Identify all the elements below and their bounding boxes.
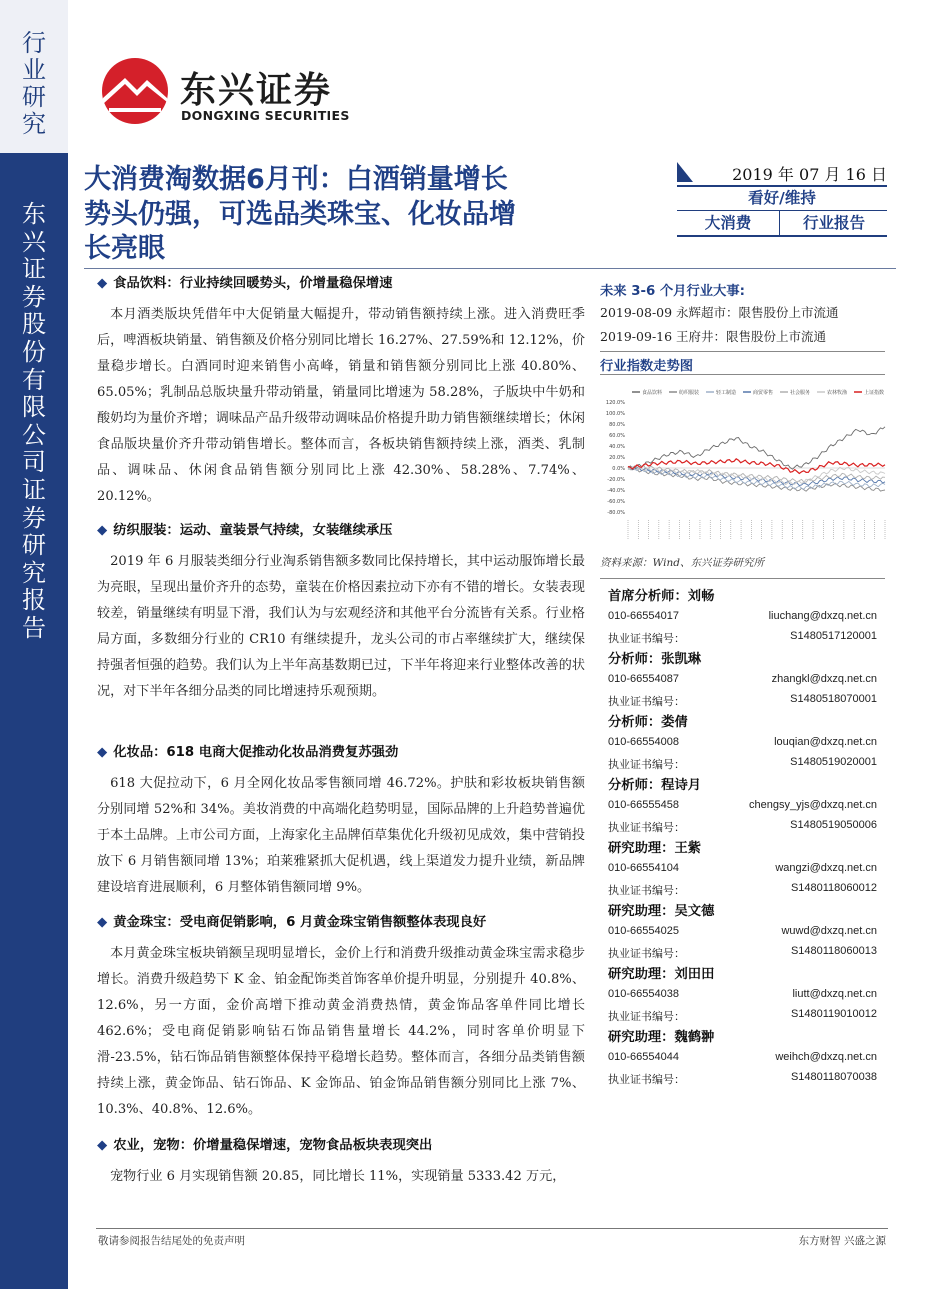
- sidebar-char: 券: [22, 503, 46, 532]
- sidebar-char: 告: [22, 613, 46, 642]
- sidebar-char: 东: [22, 200, 46, 228]
- footer-slogan: 东方财智 兴盛之源: [798, 1235, 886, 1247]
- legend-label: 轻工制造: [716, 390, 737, 396]
- y-tick-label: -20.0%: [607, 477, 625, 483]
- analyst-cert-label: 执业证书编号：: [608, 1074, 685, 1086]
- y-tick-label: 100.0%: [605, 411, 625, 417]
- analyst-phone: 010-66555458: [608, 799, 679, 811]
- rating-label: 看好/维持: [677, 185, 887, 210]
- bullet-icon: ◆: [97, 276, 108, 291]
- y-tick-label: 0.0%: [612, 466, 625, 472]
- analyst-cert-row: [608, 630, 877, 646]
- analyst-contact-row: [608, 862, 877, 874]
- analyst-cert-row: [608, 756, 877, 772]
- analyst-title: 分析师：程诗月: [608, 778, 702, 793]
- section-heading: [97, 1136, 585, 1156]
- analyst-email[interactable]: liuchang@dxzq.net.cn: [768, 610, 877, 622]
- panel-divider: [600, 374, 885, 375]
- sidebar-char: 证: [22, 255, 46, 284]
- sidebar-char: 有: [22, 365, 46, 394]
- analyst-contact-row: [608, 610, 877, 622]
- index-chart-header: [600, 355, 885, 374]
- y-tick-label: 20.0%: [609, 455, 625, 461]
- heading-text: 黄金珠宝：受电商促销影响，6 月黄金珠宝销售额整体表现良好: [113, 915, 487, 930]
- section-heading: [97, 274, 585, 294]
- analyst-cert-label: 执业证书编号：: [608, 696, 685, 708]
- analyst-cert-number: S1480519050006: [790, 819, 877, 831]
- analyst-cert-number: S1480517120001: [790, 630, 877, 642]
- analyst-cert-row: [608, 819, 877, 835]
- analyst-title: 分析师：张凯琳: [608, 652, 702, 667]
- sidebar-char: 限: [22, 393, 46, 422]
- analyst-cert-label: 执业证书编号：: [608, 633, 685, 645]
- event-item: 2019-08-09 永辉超市：限售股份上市流通: [600, 305, 839, 320]
- section-textile-apparel: [97, 521, 585, 705]
- y-tick-label: -60.0%: [607, 499, 625, 505]
- chart-heading: 行业指数走势图: [600, 359, 694, 374]
- analyst-cert-label: 执业证书编号：: [608, 822, 685, 834]
- y-tick-label: 60.0%: [609, 433, 625, 439]
- sidebar-char: 公: [22, 420, 46, 449]
- corner-triangle-icon: [677, 162, 693, 182]
- legend-label: 社会服务: [790, 390, 811, 396]
- title-line: 大消费淘数据6月刊：白酒销量增长: [84, 164, 508, 195]
- analyst-card: [600, 1026, 885, 1112]
- panel-divider: [600, 351, 885, 352]
- analyst-contact-row: [608, 673, 877, 685]
- sidebar-char: 报: [22, 586, 46, 615]
- sidebar-company-label: [17, 201, 51, 643]
- sidebar-char: 业: [22, 56, 46, 84]
- analyst-cert-row: [608, 693, 877, 709]
- y-tick-label: 40.0%: [609, 444, 625, 450]
- section-heading: [97, 743, 585, 763]
- sidebar-char: 券: [22, 282, 46, 311]
- analyst-email[interactable]: liutt@dxzq.net.cn: [792, 988, 877, 1000]
- analyst-cert-label: 执业证书编号：: [608, 1011, 685, 1023]
- bullet-icon: ◆: [97, 915, 108, 930]
- analyst-contact-row: [608, 988, 877, 1000]
- analyst-cert-number: S1480518070001: [790, 693, 877, 705]
- section-body: 618 大促拉动下，6 月全网化妆品零售额同增 46.72%。护肤和彩妆板块销售额分别同增 52%和 34%。美妆消费的中高端化趋势明显，国际品牌的上升趋势普遍优于本土品牌。上市公司方面，上海家化主品牌佰草集优化升级初见成效，集中营销投放下 6 月销售额同增 13%；珀莱雅紧抓大促机遇，线上渠道发力提升业绩，新品牌建设培育进展顺利，6 月整体销售额同增 9%。: [97, 776, 585, 895]
- analyst-cert-label: 执业证书编号：: [608, 885, 685, 897]
- header-divider: [84, 268, 896, 269]
- analyst-cert-number: S1480118060012: [790, 882, 877, 894]
- index-trend-chart: [600, 380, 890, 550]
- legend-label: 纺织服装: [679, 390, 700, 396]
- sidebar-char: 股: [22, 310, 46, 339]
- analyst-contact-row: [608, 736, 877, 748]
- event-item: 2019-09-16 王府井：限售股份上市流通: [600, 329, 827, 344]
- section-agriculture-pets: [97, 1136, 585, 1190]
- sidebar-char: 究: [22, 558, 46, 587]
- category-row: [677, 210, 887, 237]
- sidebar-char: 行: [22, 29, 46, 57]
- legend-label: 食品饮料: [642, 390, 663, 396]
- analyst-cert-number: S1480118070038: [790, 1071, 877, 1083]
- section-cosmetics: [97, 743, 585, 901]
- analyst-cert-label: 执业证书编号：: [608, 948, 685, 960]
- sidebar-company-panel: [0, 153, 68, 1289]
- analyst-email[interactable]: chengsy_yjs@dxzq.net.cn: [749, 799, 877, 811]
- report-meta-box: [677, 162, 887, 236]
- analyst-phone: 010-66554087: [608, 673, 679, 685]
- analyst-title: 首席分析师：刘畅: [608, 589, 715, 604]
- category-consumer: 大消费: [677, 211, 780, 235]
- analyst-cert-row: [608, 882, 877, 898]
- analyst-phone: 010-66554104: [608, 862, 679, 874]
- analyst-cert-label: 执业证书编号：: [608, 759, 685, 771]
- section-body: 本月酒类版块凭借年中大促销量大幅提升，带动销售额持续上涨。进入消费旺季后，啤酒板块销量、销售额及价格分别同比增长 16.27%、27.59%和 12.12%，价量稳步增长。白酒同时迎来销售小高峰，销量和销售额分别同比上涨 40.80%、65.05%；乳制品总版块量升带动销量，销量同比增速为 58.28%，子版块中牛奶和酸奶均为量价齐增；调味品产品升级带动调味品价格提升助力销售额继续增长；休闲食品版块量价齐升带动销售增长。整体而言，各板块销售额持续上涨，酒类、乳制品、调味品、休闲食品销售额分别同比上涨 42.30%、58.28%、7.74%、20.12%。: [97, 307, 585, 504]
- sidebar-char: 研: [22, 531, 46, 560]
- analyst-email[interactable]: weihch@dxzq.net.cn: [775, 1051, 877, 1063]
- sidebar-char: 究: [22, 110, 46, 138]
- sidebar-char: 份: [22, 337, 46, 366]
- analyst-phone: 010-66554008: [608, 736, 679, 748]
- heading-text: 农业，宠物：价增量稳保增速，宠物食品板块表现突出: [113, 1138, 433, 1153]
- analyst-email[interactable]: louqian@dxzq.net.cn: [774, 736, 877, 748]
- analyst-phone: 010-66554025: [608, 925, 679, 937]
- heading-text: 纺织服装：运动、童装景气持续，女装继续承压: [113, 523, 393, 538]
- analyst-email[interactable]: wuwd@dxzq.net.cn: [781, 925, 877, 937]
- section-food-beverage: [97, 274, 585, 510]
- analyst-cert-row: [608, 945, 877, 961]
- analyst-title: 研究助理：王紫: [608, 841, 702, 856]
- section-body: 本月黄金珠宝板块销额呈现明显增长，金价上行和消费升级推动黄金珠宝需求稳步增长。消费升级趋势下 K 金、铂金配饰类首饰客单价提升明显，分别提升 40.8%、12.6%，另一方面，金价高增下推动黄金消费热情，黄金饰品客单件同比增长 462.6%；受电商促销影响钻石饰品销售量增长 44.2%，同时客单价明显下滑-23.5%，钻石饰品销售额整体保持平稳增长趋势。整体而言，各细分品类销售额持续上涨，黄金饰品、钻石饰品、K 金饰品、铂金饰品销售额分别同比上涨 7%、10.3%、40.8%、12.6%。: [97, 946, 585, 1117]
- sidebar-char: 研: [22, 83, 46, 111]
- y-tick-label: -80.0%: [607, 510, 625, 516]
- sidebar-category-label: [17, 30, 51, 138]
- analyst-contact-row: [608, 925, 877, 937]
- logo-name-en: DONGXING SECURITIES: [181, 108, 350, 123]
- analyst-title: 研究助理：魏鹤翀: [608, 1030, 715, 1045]
- analyst-contact-row: [608, 799, 877, 811]
- events-heading: 未来 3-6 个月行业大事:: [600, 284, 745, 299]
- bullet-icon: ◆: [97, 745, 108, 760]
- report-title: [84, 163, 594, 267]
- section-gold-jewelry: [97, 913, 585, 1123]
- bullet-icon: ◆: [97, 1138, 108, 1153]
- y-tick-label: 120.0%: [605, 400, 625, 406]
- analyst-contact-row: [608, 1051, 877, 1063]
- analyst-title: 研究助理：吴文德: [608, 904, 715, 919]
- legend-label: 商贸零售: [753, 390, 774, 396]
- section-heading: [97, 521, 585, 541]
- title-line: 势头仍强，可选品类珠宝、化妆品增: [84, 198, 516, 230]
- title-line: 长亮眼: [84, 233, 165, 264]
- section-heading: [97, 913, 585, 933]
- y-tick-label: -40.0%: [607, 488, 625, 494]
- analyst-cert-number: S1480519020001: [790, 756, 877, 768]
- analyst-email[interactable]: zhangkl@dxzq.net.cn: [771, 673, 877, 685]
- analyst-cert-number: S1480119010012: [790, 1008, 877, 1020]
- upcoming-events: [600, 280, 885, 349]
- footer-divider: [96, 1228, 888, 1229]
- analyst-title: 分析师：娄倩: [608, 715, 688, 730]
- analyst-cert-row: [608, 1008, 877, 1024]
- sidebar-char: 司: [22, 448, 46, 477]
- legend-label: 上证指数: [864, 390, 885, 396]
- footer-disclaimer: 敬请参阅报告结尾处的免责声明: [98, 1235, 245, 1247]
- sidebar-category-panel: [0, 0, 68, 153]
- heading-text: 化妆品：618 电商大促推动化妆品消费复苏强劲: [113, 745, 399, 760]
- section-body: 2019 年 6 月服装类细分行业淘系销售额多数同比保持增长，其中运动服饰增长最为亮眼，呈现出量价齐升的态势，童装在价格因素拉动下亦有不错的增长。女装表现较差，销量继续有明显下滑，我们认为与宏观经济和其他平台分流皆有关系。行业格局方面，多数细分行业的 CR10 有继续提升，龙头公司的市占率继续扩大，继续保持强者恒强的趋势。我们认为上半年高基数期已过，下半年将迎来行业整体改善的状况，对下半年各细分品类的同比增速持乐观预期。: [97, 554, 585, 699]
- analyst-phone: 010-66554044: [608, 1051, 679, 1063]
- panel-divider: [600, 578, 885, 579]
- logo-name-cn: 东兴证券: [180, 70, 333, 111]
- y-tick-label: 80.0%: [609, 422, 625, 428]
- analyst-email[interactable]: wangzi@dxzq.net.cn: [775, 862, 877, 874]
- analyst-title: 研究助理：刘田田: [608, 967, 715, 982]
- sidebar-char: 证: [22, 475, 46, 504]
- chart-source: 资料来源：Wind、东兴证券研究所: [600, 557, 764, 569]
- analyst-cert-number: S1480118060013: [790, 945, 877, 957]
- analyst-phone: 010-66554017: [608, 610, 679, 622]
- analyst-cert-row: [608, 1071, 877, 1087]
- bullet-icon: ◆: [97, 523, 108, 538]
- analyst-phone: 010-66554038: [608, 988, 679, 1000]
- legend-label: 农林牧渔: [827, 390, 848, 396]
- section-body: 宠物行业 6 月实现销售额 20.85，同比增长 11%，实现销量 5333.42 万元，: [110, 1169, 566, 1184]
- heading-text: 食品饮料：行业持续回暖势头，价增量稳保增速: [113, 276, 393, 291]
- category-report-type: 行业报告: [802, 214, 865, 232]
- sidebar-char: 兴: [22, 227, 46, 256]
- report-date: 2019 年 07 月 16 日: [732, 165, 887, 184]
